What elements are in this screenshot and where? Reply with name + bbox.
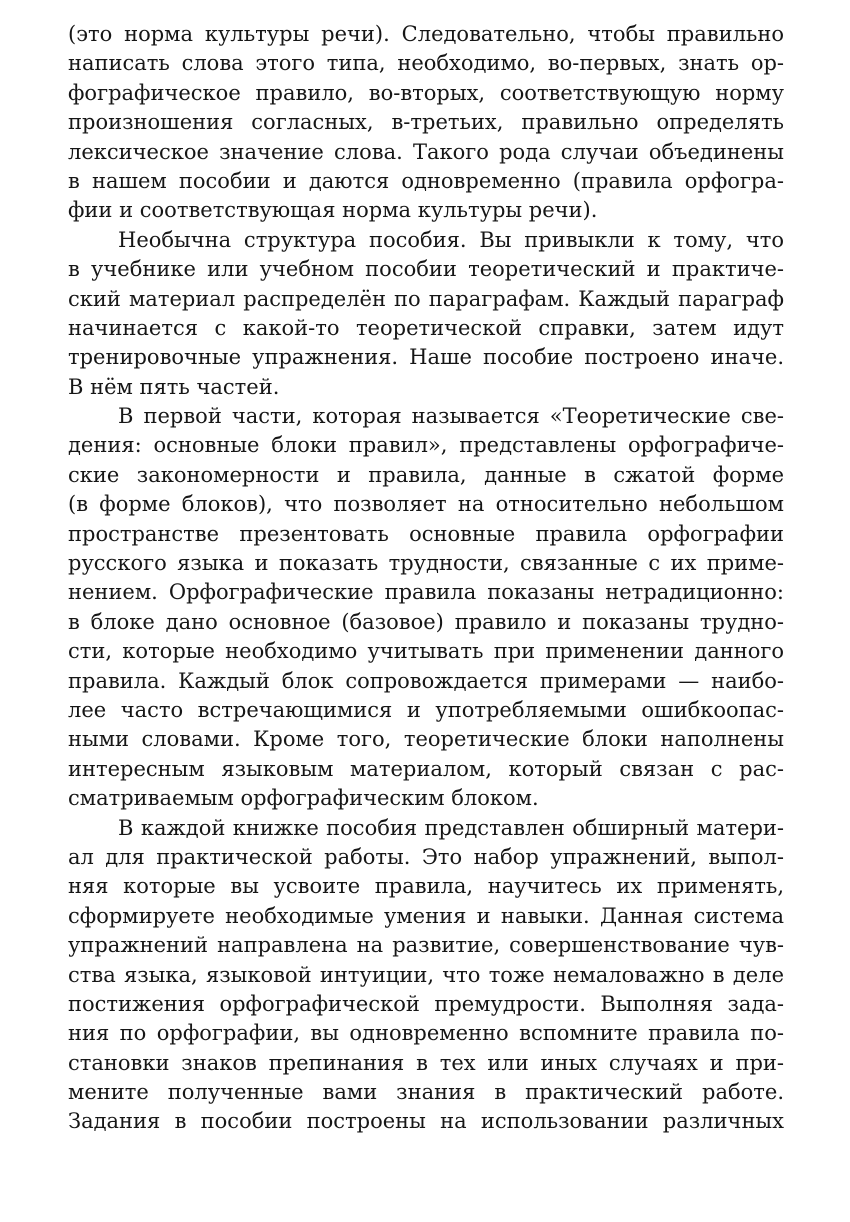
text-line: ства языка, языковой интуиции, что тоже немаловажно в деле: [68, 962, 784, 987]
text-line: сматриваемым орфографическим блоком.: [68, 786, 539, 811]
text-line: сформируете необходимые умения и навыки. Данная система: [68, 903, 784, 928]
text-line: ными словами. Кроме того, теоретические блоки наполнены: [68, 727, 784, 752]
text-line: ский материал распределён по параграфам. Каждый параграф: [68, 286, 784, 311]
text-line: лее часто встречающимися и употребляемыми ошибкоопас-: [68, 697, 784, 722]
text-line: сти, которые необходимо учитывать при применении данного: [68, 639, 784, 664]
text-line: няя которые вы усвоите правила, научитесь их применять,: [68, 874, 784, 899]
text-line: лексическое значение слова. Такого рода случаи объединены: [68, 139, 784, 164]
text-line: Необычна структура пособия. Вы привыкли к тому, что: [118, 227, 784, 252]
text-line: Задания в пособии построены на использовании различных: [68, 1109, 784, 1134]
text-line: ния по орфографии, вы одновременно вспомните правила по-: [68, 1021, 784, 1046]
text-line: нением. Орфографические правила показаны нетрадиционно:: [68, 580, 784, 605]
document-page: [68, 20, 784, 1137]
text-line: русского языка и показать трудности, связанные с их приме-: [68, 551, 784, 576]
text-line: В нём пять частей.: [68, 374, 280, 399]
paragraph-3: [68, 402, 784, 813]
text-line: ские закономерности и правила, данные в сжатой форме: [68, 462, 784, 487]
text-line: фографическое правило, во-вторых, соответствующую норму: [68, 80, 784, 105]
paragraph-4: [68, 814, 784, 1137]
text-line: постижения орфографической премудрости. Выполняя зада-: [68, 991, 784, 1016]
text-line: становки знаков препинания в тех или иных случаях и при-: [68, 1050, 784, 1075]
text-line: В первой части, которая называется «Теоретические све-: [118, 404, 784, 429]
paragraph-2: [68, 226, 784, 402]
text-line: В каждой книжке пособия представлен обширный матери-: [118, 815, 784, 840]
text-line: тренировочные упражнения. Наше пособие построено иначе.: [68, 345, 784, 370]
text-line: в нашем пособии и даются одновременно (правила орфогра-: [68, 168, 784, 193]
text-line: написать слова этого типа, необходимо, во-первых, знать ор-: [68, 51, 784, 76]
text-line: ал для практической работы. Это набор упражнений, выпол-: [68, 844, 784, 869]
text-line: в учебнике или учебном пособии теоретический и практиче-: [68, 257, 784, 282]
text-line: (в форме блоков), что позволяет на относительно небольшом: [68, 492, 784, 517]
text-line: дения: основные блоки правил», представлены орфографиче-: [68, 433, 784, 458]
text-line: фии и соответствующая норма культуры речи).: [68, 198, 598, 223]
text-line: правила. Каждый блок сопровождается примерами — наибо-: [68, 668, 784, 693]
text-line: произношения согласных, в-третьих, правильно определять: [68, 110, 784, 135]
text-line: начинается с какой-то теоретической справки, затем идут: [68, 315, 784, 340]
text-line: упражнений направлена на развитие, совершенствование чув-: [68, 933, 784, 958]
text-line: в блоке дано основное (базовое) правило и показаны трудно-: [68, 609, 784, 634]
text-line: интересным языковым материалом, который связан с рас-: [68, 756, 784, 781]
paragraph-1: [68, 20, 784, 226]
text-line: мените полученные вами знания в практический работе.: [68, 1080, 784, 1105]
text-line: (это норма культуры речи). Следовательно, чтобы правильно: [68, 22, 784, 46]
text-line: пространстве презентовать основные правила орфографии: [68, 521, 784, 546]
